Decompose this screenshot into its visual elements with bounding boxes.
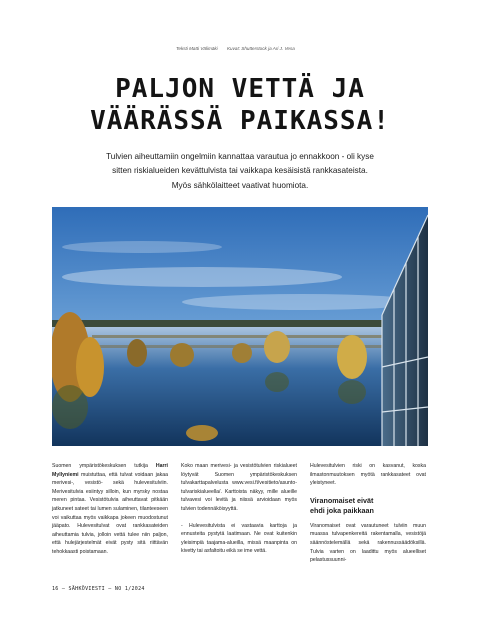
text-credit: Teksti Matti Välimäki xyxy=(176,46,218,51)
paragraph-text: Suomen ympäristökeskuksen tutkija xyxy=(52,463,156,469)
body-column-3 xyxy=(310,462,426,573)
paragraph: Koko maan merivesi- ja vesistötulvien riskialueet löytyvät Suomen ympäristökeskuksen tulvakarttapalvelusta www.vesi.fi/vesitieto/asunto-tulvariskialueella/. Karttoista näkyy, mille alueille tulvavesi voi levitä ja niissä arvioidaan myös tulvien todennäköisyyttä. xyxy=(181,463,297,512)
paragraph xyxy=(52,462,168,557)
lead-paragraph: Tulvien aiheuttamiin ongelmiin kannattaa varautua jo ennakkoon - oli kyse sitten riskialueiden kevättulvista tai vaikkapa kesäisistä rankkasateista. Myös sähkölaitteet vaativat huomiota. xyxy=(106,152,374,190)
photo-credit: Kuvat: Shutterstock ja Ari J. Vesa xyxy=(226,46,295,51)
person-name: Harri Myllyniemi xyxy=(52,463,168,478)
section-subheading xyxy=(310,496,426,516)
page-footer: 16 — SÄHKÖVIESTI — NO 1/2024 xyxy=(52,586,145,592)
subheading-line-1: Viranomaiset eivät xyxy=(310,495,374,505)
paragraph: Hulevesitulvien riski on kasvanut, koska ilmastonmuutoksen myötä rankkasateet ovat yleistyneet. xyxy=(310,463,426,487)
body-column-1 xyxy=(52,462,168,565)
paragraph: Viranomaiset ovat varautuneet tulviin muun muassa tulvapenkereitä rakentamalla, vesistöjä säännöstelemällä sekä rakennussäädöksillä. Tulvia varten on laadittu myös alueelliset pelastussuunni- xyxy=(310,522,426,564)
paragraph: - Hulevesitulvista ei vastaavia karttoja ja ennusteita pystytä laatimaan. Ne ovat kuitenkin yleisimpiä taajama-alueilla, missä maanpinta on kivetty tai asfaltoitu eikä se ime vettä. xyxy=(181,522,297,555)
flooded-landscape-photo xyxy=(52,207,428,446)
article-credits xyxy=(176,46,295,51)
paragraph-text: muistuttaa, että tulvat voidaan jakaa merivesi-, vesistö- sekä hulevesitulviin. Merivesitulvia esiintyy silloin, kun myrsky nostaa meren pintaa. Vesistötulvia aiheuttavat pitkään jatkuneet sateet tai lumen sulaminen, tilanteeseen voi vaikuttaa myös vaikkapa jokeen muodostunut jääpato. Hulevesitulvat ovat rankkasateiden aiheuttamia tulvia, jolloin vettä tulee niin paljon, että hulejärjestelmät eivät pysty sitä riittävän tehokkaasti poistamaan. xyxy=(52,471,168,555)
headline-line-1: PALJON VETTÄ JA xyxy=(115,74,365,104)
subheading-line-2: ehdi joka paikkaan xyxy=(310,505,374,515)
headline-line-2: VÄÄRÄSSÄ PAIKASSA! xyxy=(90,106,390,136)
body-column-2 xyxy=(181,462,297,564)
